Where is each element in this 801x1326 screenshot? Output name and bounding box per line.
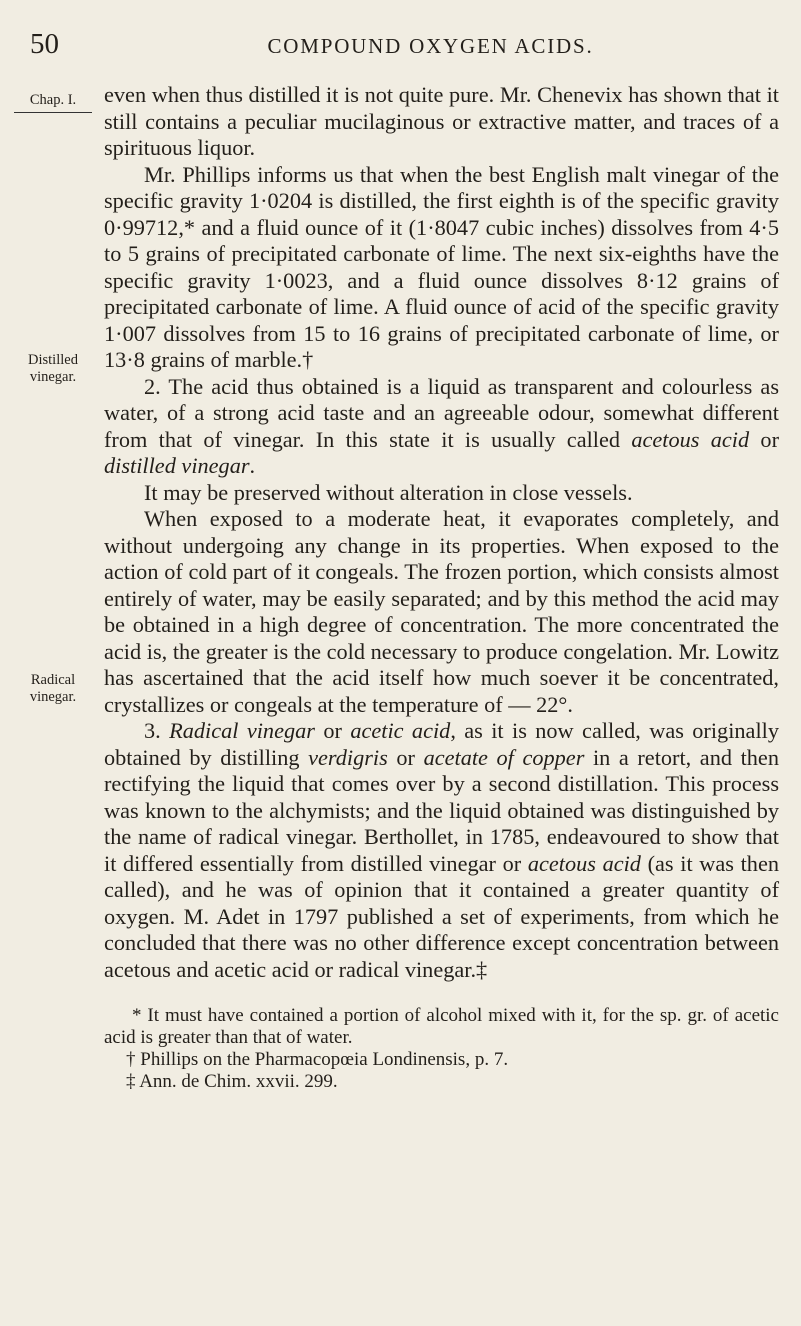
term-distilled-vinegar: distilled vinegar xyxy=(104,453,250,478)
paragraph-6-text-k: (as it was then called), and he was of opinion that it contained a greater quantity of oxygen. M. Adet in 1797 published a set of experiments, from which he concluded that there was no other difference except concentration between acetous and acetic acid or radical vinegar.‡ xyxy=(104,850,780,982)
term-verdigris: verdigris xyxy=(308,744,388,770)
paragraph-3-text-e: . xyxy=(249,453,256,478)
body-text xyxy=(104,82,779,1093)
chapter-rule xyxy=(14,112,92,113)
paragraph-6-text-c: or xyxy=(314,718,351,743)
paragraph-2: Mr. Phillips informs us that when the best English malt vinegar of the specific gravity 1·0204 is distilled, the first eighth is of the specific gravity 0·99712,* and a fluid ounce of it (1·8047 cubic inches) dissolves from 4·5 to 5 grains of precipitated carbonate of lime. The next six-eighths have the specific gravity 1·0023, and a fluid ounce dissolves 8·12 grains of precipitated carbonate of lime. A fluid ounce of acid of the specific gravity 1·007 dissolves from 15 to 16 grains of precipitated carbonate of lime, or 13·8 grains of marble.† xyxy=(104,161,779,372)
paragraph-6-text-a: 3. xyxy=(144,718,170,743)
footnote-1: * It must have contained a portion of alcohol mixed with it, for the sp. gr. of acetic acid is greater than that of water. xyxy=(104,1005,779,1048)
paragraph-6-text-e: , as it is now called, was originally obtained by distilling xyxy=(104,718,779,770)
running-head: COMPOUND OXYGEN ACIDS. xyxy=(267,34,594,58)
footnotes xyxy=(104,1005,779,1093)
margin-note-radical-vinegar: Radical vinegar. xyxy=(29,672,77,705)
page-number: 50 xyxy=(30,28,59,60)
term-acetous-acid-2: acetous acid xyxy=(527,850,641,876)
paragraph-3-text-c: or xyxy=(749,426,779,452)
paragraph-6-text-g: or xyxy=(387,744,424,770)
footnote-3: ‡ Ann. de Chim. xxvii. 299. xyxy=(126,1071,338,1092)
footnote-2: † Phillips on the Pharmacopœia Londinensis, p. 7. xyxy=(126,1049,509,1070)
paragraph-4: It may be preserved without alteration in close vessels. xyxy=(144,479,633,505)
term-acetous-acid: acetous acid xyxy=(631,426,750,452)
page-header xyxy=(0,28,801,68)
margin-note-distilled-vinegar: Distilled vinegar. xyxy=(28,352,78,385)
term-radical-vinegar: Radical vinegar xyxy=(169,718,315,743)
term-acetate-of-copper: acetate of copper xyxy=(423,744,585,770)
paragraph-6-text-i: in a retort, and then rectifying the liquid that comes over by a second distillation. This process was known to the alchymists; and the liquid obtained was distinguished by the name of radical vinegar. Berthollet, in 1785, endeavoured to show that it differed essentially from distilled vinegar or xyxy=(104,744,779,876)
margin-note-chapter: Chap. I. xyxy=(29,92,77,108)
paragraph-6 xyxy=(104,718,779,983)
paragraph-1: even when thus distilled it is not quite pure. Mr. Chenevix has shown that it still contains a peculiar mucilaginous or extractive matter, and traces of a spirituous liquor. xyxy=(104,82,779,160)
paragraph-3 xyxy=(104,374,779,480)
paragraph-5: When exposed to a moderate heat, it evaporates completely, and without undergoing any change in its properties. When exposed to the action of cold part of it congeals. The frozen portion, which consists almost entirely of water, may be easily separated; and by this method the acid may be obtained in a high degree of concentration. The more concentrated the acid is, the greater is the cold necessary to produce congelation. Mr. Lowitz has ascertained that the acid itself how much soever it be concentrated, crystallizes or congeals at the temperature of — 22°. xyxy=(104,506,779,717)
paragraph-3-text-a: 2. The acid thus obtained is a liquid as transparent and colourless as water, of a strong acid taste and an agreeable odour, somewhat different from that of vinegar. In this state it is usually called xyxy=(104,373,779,452)
term-acetic-acid: acetic acid xyxy=(350,718,451,743)
